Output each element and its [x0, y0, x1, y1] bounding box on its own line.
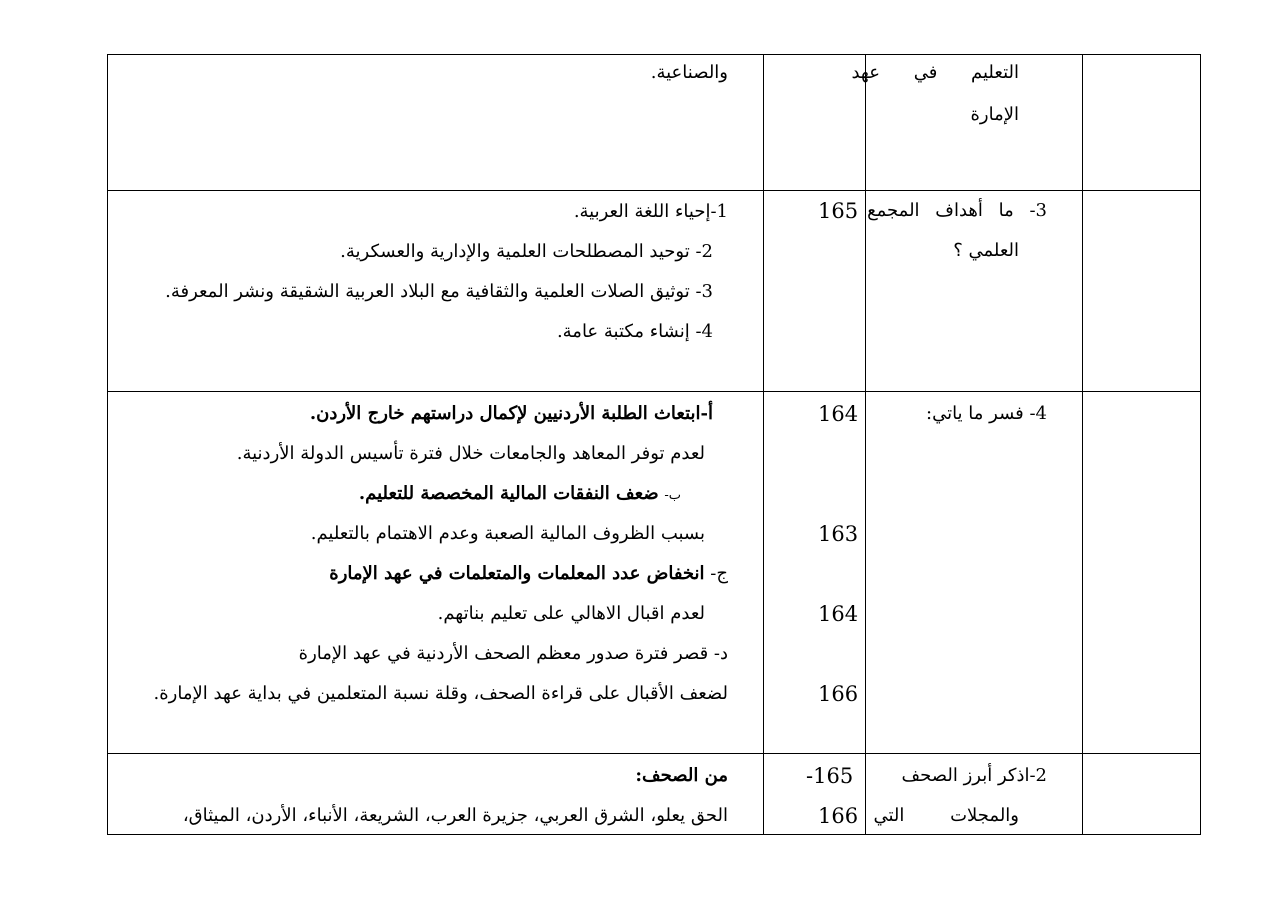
col-divider-page [865, 54, 866, 835]
row3-answer-line3-wrapper [359, 483, 681, 504]
row4-answer-line2: الحق يعلو، الشرق العربي، جزيرة العرب، الشريعة، الأنباء، الأردن، الميثاق، [182, 805, 728, 826]
row2-page-number: 165 [818, 199, 859, 223]
row3-answer-line3-prefix: ب- [664, 488, 681, 503]
row3-answer-line8: لضعف الأقبال على قراءة الصحف، وقلة نسبة المتعلمين في بداية عهد الإمارة. [153, 683, 728, 704]
row1-question-line2: الإمارة [970, 104, 1019, 125]
row2-question-line1: 3- ما أهداف المجمع [867, 200, 1047, 221]
row1-question-line1: التعليم في عهد [851, 62, 1019, 83]
row3-page-number-4: 166 [818, 682, 859, 706]
row-divider-3 [107, 753, 1201, 754]
row-divider-2 [107, 391, 1201, 392]
row3-answer-line6: لعدم اقبال الاهالي على تعليم بناتهم. [437, 603, 705, 624]
row2-answer-line3: 3- توثيق الصلات العلمية والثقافية مع البلاد العربية الشقيقة ونشر المعرفة. [165, 281, 713, 302]
row3-page-number-2: 163 [818, 522, 859, 546]
row3-answer-line1: أ-ابتعاث الطلبة الأردنيين لإكمال دراستهم خارج الأردن. [309, 403, 713, 424]
row4-question-line2: والمجلات التي [873, 805, 1019, 826]
row4-page-number-1: -165 [806, 764, 854, 788]
col-divider-answer [763, 54, 764, 835]
row3-answer-line2: لعدم توفر المعاهد والجامعات خلال فترة تأسيس الدولة الأردنية. [236, 443, 705, 464]
row4-answer-line1: من الصحف: [635, 765, 728, 786]
row3-answer-line4: بسبب الظروف المالية الصعبة وعدم الاهتمام بالتعليم. [310, 523, 705, 544]
row2-answer-line2: 2- توحيد المصطلحات العلمية والإدارية والعسكرية. [340, 241, 713, 262]
row2-answer-line4: 4- إنشاء مكتبة عامة. [556, 321, 713, 342]
row3-question-line1: 4- فسر ما ياتي: [926, 403, 1047, 424]
row2-answer-line1: 1-إحياء اللغة العربية. [573, 201, 728, 222]
row3-answer-line5-prefix: ج- [710, 563, 728, 584]
row3-answer-line3-text: ضعف النفقات المالية المخصصة للتعليم. [358, 483, 659, 504]
row4-page-number-2: 166 [818, 804, 859, 828]
row3-page-number-3: 164 [818, 602, 859, 626]
table-border-bottom [107, 834, 1201, 835]
row2-question-line2: العلمي ؟ [953, 240, 1019, 261]
table-border-left [107, 54, 108, 835]
row3-answer-line5-text: انخفاض عدد المعلمات والمتعلمات في عهد الإمارة [329, 563, 705, 584]
row3-page-number-1: 164 [818, 402, 859, 426]
col-divider-question [1082, 54, 1083, 835]
row-divider-1 [107, 190, 1201, 191]
row1-answer-line1: والصناعية. [650, 62, 728, 83]
row4-question-line1: 2-اذكر أبرز الصحف [901, 765, 1047, 786]
row3-answer-line5-wrapper [329, 563, 728, 584]
table-border-right [1200, 54, 1201, 835]
table-border-top [107, 54, 1201, 55]
row3-answer-line7: د- قصر فترة صدور معظم الصحف الأردنية في عهد الإمارة [298, 643, 728, 664]
